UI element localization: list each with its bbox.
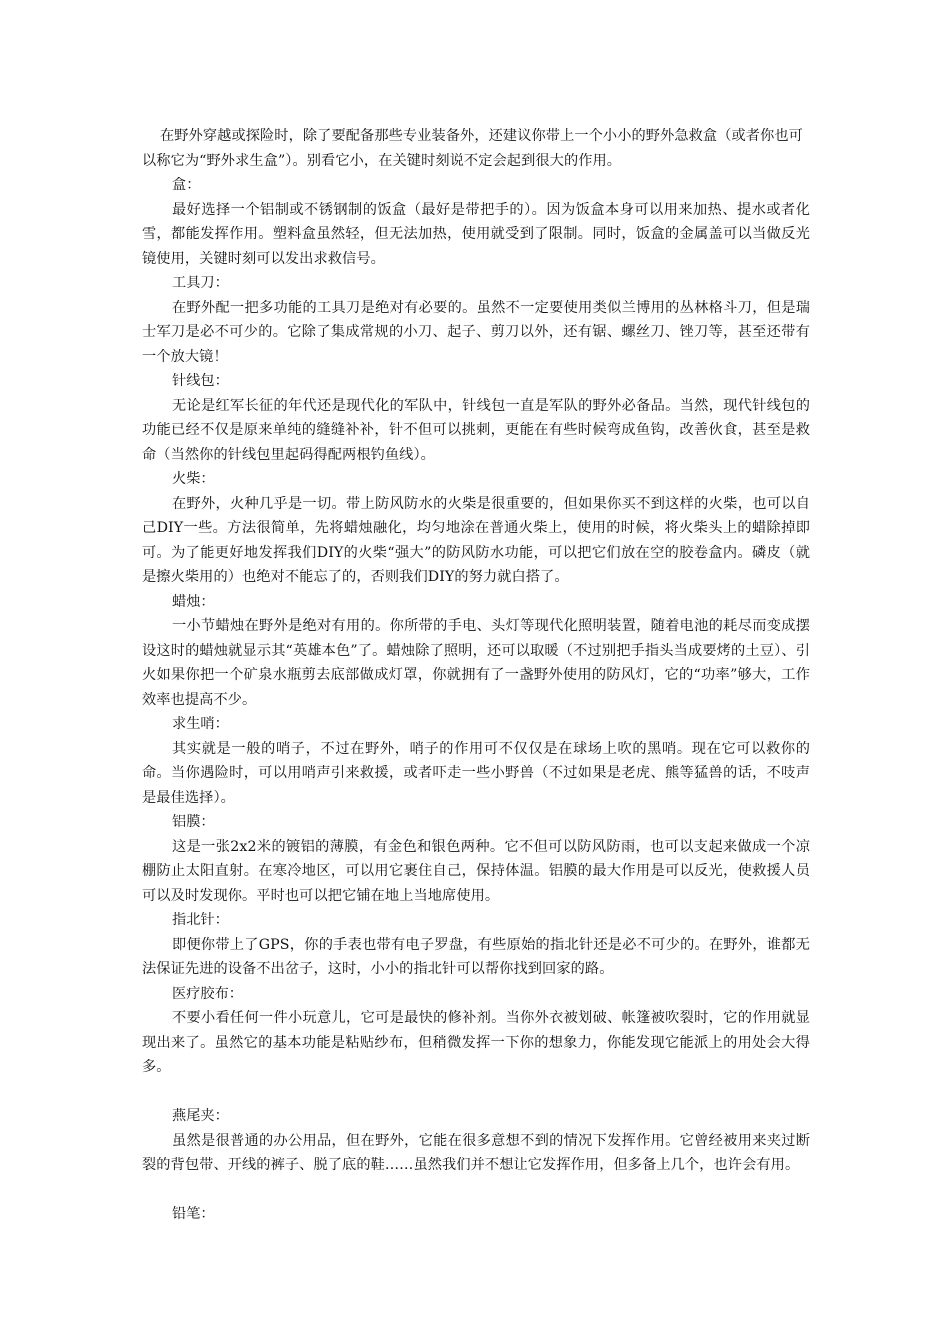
section-pencil bbox=[142, 1202, 810, 1227]
section-body: 这是一张2x2米的镀铝的薄膜，有金色和银色两种。它不但可以防风防雨，也可以支起来做成一个凉棚防止太阳直射。在寒冷地区，可以用它裹住自己，保持体温。铝膜的最大作用是可以反光，使救援人员可以及时发现你。平时也可以把它铺在地上当地席使用。 bbox=[142, 838, 810, 904]
blank-line bbox=[142, 1178, 810, 1203]
section-heading: 工具刀： bbox=[172, 275, 229, 291]
section-heading: 火柴： bbox=[172, 471, 215, 487]
section-heading: 铝膜： bbox=[172, 814, 215, 830]
section-body: 无论是红军长征的年代还是现代化的军队中，针线包一直是军队的野外必备品。当然，现代针线包的功能已经不仅是原来单纯的缝缝补补，针不但可以挑刺，更能在有些时候弯成鱼钩，改善伙食，甚至是救命（当然你的针线包里起码得配两根钓鱼线）。 bbox=[142, 397, 810, 463]
section-whistle bbox=[142, 712, 810, 810]
section-body: 不要小看任何一件小玩意儿，它可是最快的修补剂。当你外衣被划破、帐篷被吹裂时，它的作用就显现出来了。虽然它的基本功能是粘贴纱布，但稍微发挥一下你的想象力，你能发现它能派上的用处会大得多。 bbox=[142, 1010, 810, 1075]
section-heading: 铅笔： bbox=[172, 1206, 215, 1222]
section-medical-tape bbox=[142, 982, 810, 1080]
intro-paragraph: 在野外穿越或探险时，除了要配备那些专业装备外，还建议你带上一个小小的野外急救盒（或者你也可以称它为“野外求生盒”）。别看它小，在关键时刻说不定会起到很大的作用。 bbox=[142, 128, 803, 169]
section-heading: 指北针： bbox=[172, 912, 229, 928]
section-body: 虽然是很普通的办公用品，但在野外，它能在很多意想不到的情况下发挥作用。它曾经被用来夹过断裂的背包带、开线的裤子、脱了底的鞋……虽然我们并不想让它发挥作用，但多备上几个，也许会有用。 bbox=[142, 1132, 810, 1173]
section-candle bbox=[142, 590, 810, 713]
section-sewing-kit bbox=[142, 369, 810, 467]
section-body: 一小节蜡烛在野外是绝对有用的。你所带的手电、头灯等现代化照明装置，随着电池的耗尽而变成摆设这时的蜡烛就显示其“英雄本色”了。蜡烛除了照明，还可以取暖（不过别把手指头当成要烤的土豆）、引火如果你把一个矿泉水瓶剪去底部做成灯罩，你就拥有了一盏野外使用的防风灯，它的“功率”够大，工作效率也提高不少。 bbox=[142, 618, 810, 708]
section-heading: 医疗胶布： bbox=[172, 985, 243, 1002]
section-tool-knife bbox=[142, 271, 810, 369]
section-body: 最好选择一个铝制或不锈钢制的饭盒（最好是带把手的）。因为饭盒本身可以用来加热、提水或者化雪，都能发挥作用。塑料盒虽然轻，但无法加热，使用就受到了限制。同时，饭盒的金属盖可以当做反光镜使用，关键时刻可以发出求救信号。 bbox=[142, 201, 810, 267]
section-heading: 针线包： bbox=[172, 373, 229, 389]
section-body: 在野外，火种几乎是一切。带上防风防水的火柴是很重要的，但如果你买不到这样的火柴，也可以自己DIY一些。方法很简单，先将蜡烛融化，均匀地涂在普通火柴上，使用的时候，将火柴头上的蜡除掉即可。为了能更好地发挥我们DIY的火柴“强大”的防风防水功能，可以把它们放在空的胶卷盒内。磷皮（就是擦火柴用的）也绝对不能忘了的，否则我们DIY的努力就白搭了。 bbox=[142, 495, 810, 585]
section-box bbox=[142, 173, 810, 271]
section-heading: 求生哨： bbox=[172, 716, 229, 732]
section-heading: 蜡烛： bbox=[172, 593, 215, 610]
blank-line bbox=[142, 1080, 810, 1105]
section-compass bbox=[142, 908, 810, 982]
section-body: 其实就是一般的哨子，不过在野外，哨子的作用可不仅仅是在球场上吹的黑哨。现在它可以救你的命。当你遇险时，可以用哨声引来救援，或者吓走一些小野兽（不过如果是老虎、熊等猛兽的话，不吱声是最佳选择）。 bbox=[142, 740, 810, 806]
section-heading: 盒： bbox=[172, 177, 201, 193]
section-binder-clip bbox=[142, 1104, 810, 1178]
section-body: 即便你带上了GPS，你的手表也带有电子罗盘，有些原始的指北针还是必不可少的。在野外，谁都无法保证先进的设备不出岔子，这时，小小的指北针可以帮你找到回家的路。 bbox=[142, 936, 810, 977]
document-page bbox=[142, 124, 810, 1227]
section-matches bbox=[142, 467, 810, 590]
section-foil bbox=[142, 810, 810, 908]
section-body: 在野外配一把多功能的工具刀是绝对有必要的。虽然不一定要使用类似兰博用的丛林格斗刀，但是瑞士军刀是必不可少的。它除了集成常规的小刀、起子、剪刀以外，还有锯、螺丝刀、锉刀等，甚至还带有一个放大镜！ bbox=[142, 299, 810, 365]
section-heading: 燕尾夹： bbox=[172, 1108, 229, 1124]
